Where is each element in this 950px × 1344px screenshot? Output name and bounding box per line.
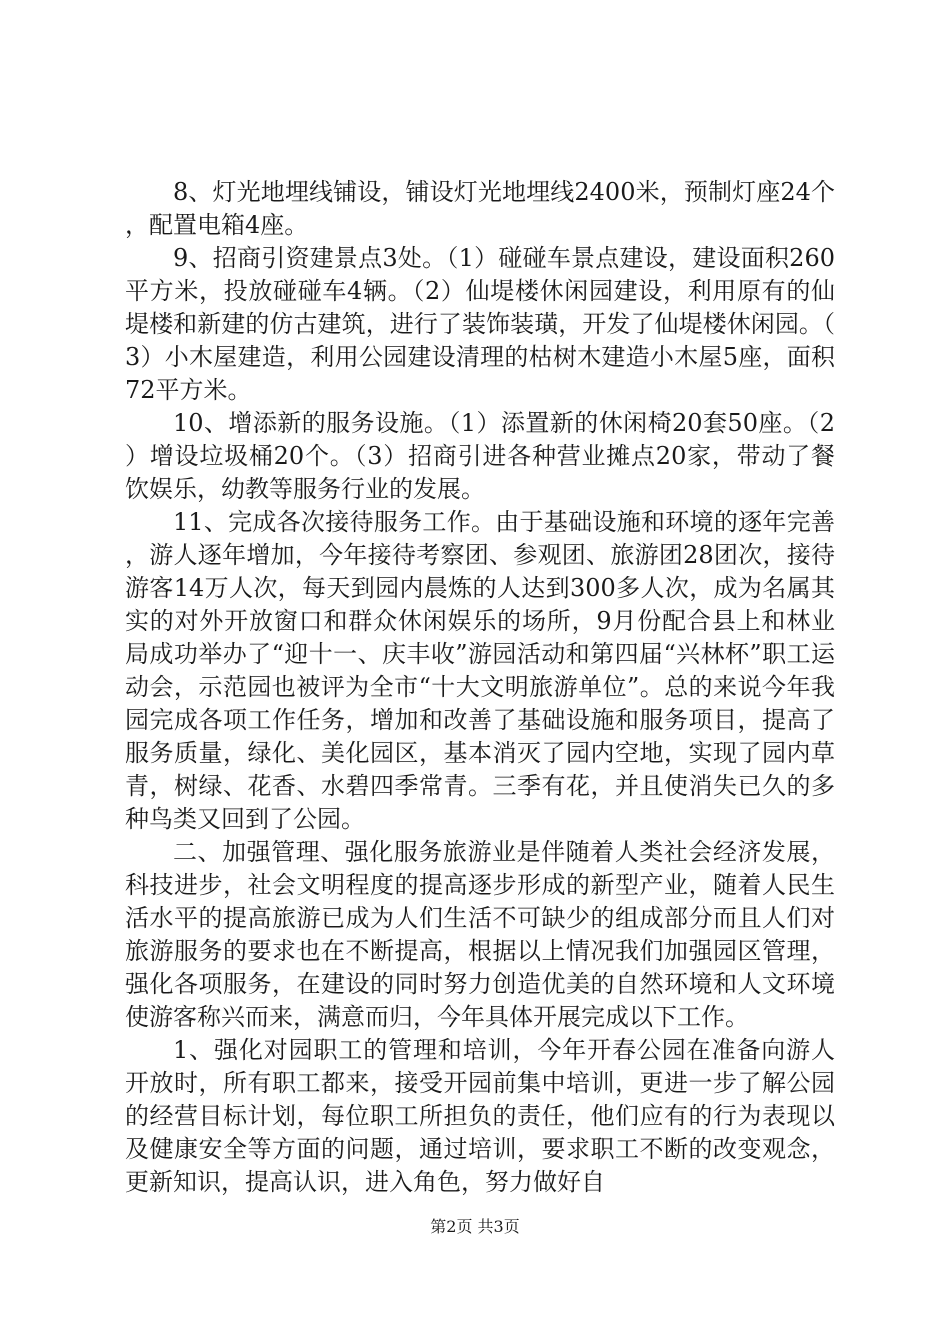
paragraph-item-1: 1、强化对园职工的管理和培训，今年开春公园在准备向游人开放时，所有职工都来，接受开园前集中培训，更进一步了解公园的经营目标计划，每位职工所担负的责任，他们应有的行为表现以及健康安全等方面的问题，通过培训，要求职工不断的改变观念，更新知识，提高认识，进入角色，努力做好自 [125, 1036, 835, 1196]
document-body [125, 176, 835, 1199]
paragraph-item-10: 10、增添新的服务设施。（1）添置新的休闲椅20套50座。（2）增设垃圾桶20个。（3）招商引进各种营业摊点20家，带动了餐饮娱乐，幼教等服务行业的发展。 [125, 409, 835, 503]
paragraph-item-9: 9、招商引资建景点3处。（1）碰碰车景点建设，建设面积260平方米，投放碰碰车4辆。（2）仙堤楼休闲园建设，利用原有的仙堤楼和新建的仿古建筑，进行了装饰装璜，开发了仙堤楼休闲园。（3）小木屋建造，利用公园建设清理的枯树木建造小木屋5座，面积72平方米。 [125, 244, 835, 404]
paragraph-section-two: 二、加强管理、强化服务旅游业是伴随着人类社会经济发展，科技进步，社会文明程度的提高逐步形成的新型产业，随着人民生活水平的提高旅游已成为人们生活不可缺少的组成部分而且人们对旅游服务的要求也在不断提高，根据以上情况我们加强园区管理，强化各项服务，在建设的同时努力创造优美的自然环境和人文环境使游客称兴而来，满意而归，今年具体开展完成以下工作。 [125, 838, 835, 1031]
paragraph-item-8: 8、灯光地埋线铺设，铺设灯光地埋线2400米，预制灯座24个，配置电箱4座。 [125, 178, 835, 239]
paragraph-item-11: 11、完成各次接待服务工作。由于基础设施和环境的逐年完善，游人逐年增加，今年接待考察团、参观团、旅游团28团次，接待游客14万人次，每天到园内晨炼的人达到300多人次，成为名属其实的对外开放窗口和群众休闲娱乐的场所，9月份配合县上和林业局成功举办了“迎十一、庆丰收”游园活动和第四届“兴林杯”职工运动会，示范园也被评为全市“十大文明旅游单位”。总的来说今年我园完成各项工作任务，增加和改善了基础设施和服务项目，提高了服务质量，绿化、美化园区，基本消灭了园内空地，实现了园内草青，树绿、花香、水碧四季常青。三季有花，并且使消失已久的多种鸟类又回到了公园。 [125, 508, 835, 833]
page-number-footer: 第2页 共3页 [430, 1217, 520, 1236]
